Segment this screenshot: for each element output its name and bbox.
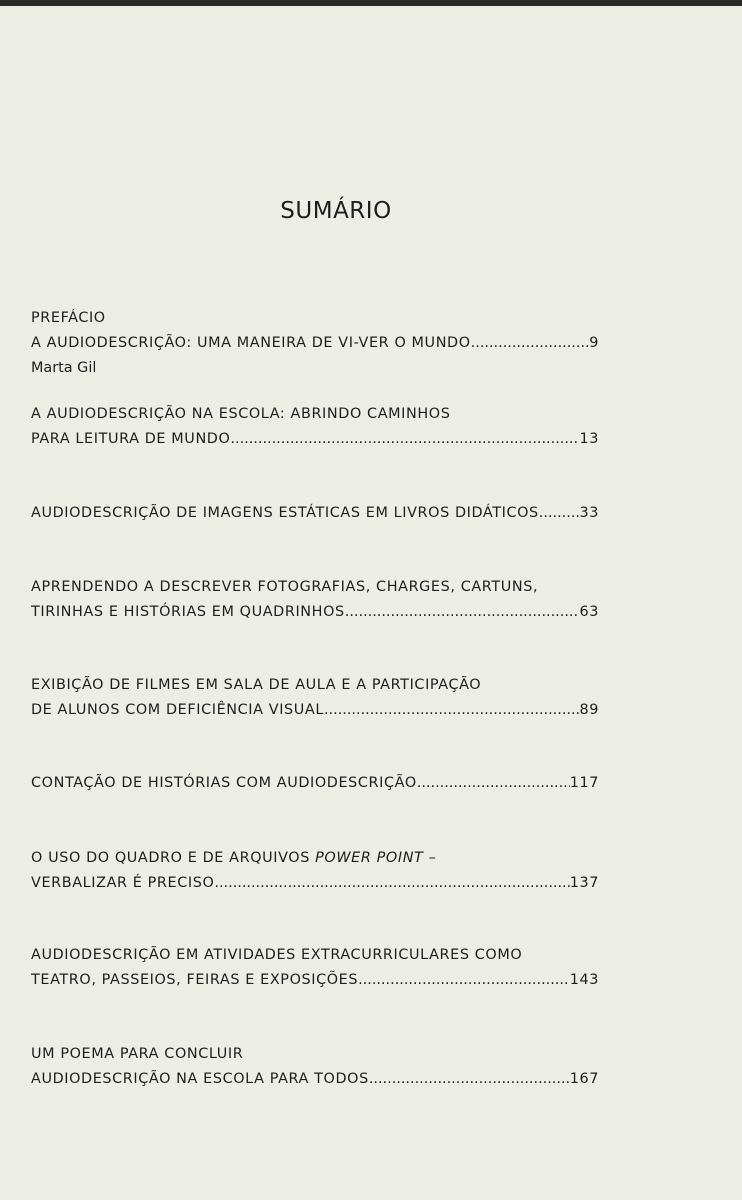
page-number: 13 — [579, 431, 599, 447]
toc-entry-heading-text: O USO DO QUADRO E DE ARQUIVOS — [31, 850, 316, 866]
toc-entry-line — [31, 771, 599, 796]
dot-leader — [417, 771, 570, 796]
dot-leader — [471, 331, 590, 356]
toc-entry-heading: EXIBIÇÃO DE FILMES EM SALA DE AULA E A PARTICIPAÇÃO — [31, 677, 482, 693]
page-number: 9 — [589, 335, 599, 351]
toc-entry-line — [31, 501, 599, 526]
page-number: 63 — [579, 604, 599, 620]
page-number: 89 — [579, 702, 599, 718]
dot-leader — [539, 501, 580, 526]
toc-entry-quadro — [31, 846, 599, 896]
dot-leader — [358, 968, 570, 993]
toc-entry-title: PARA LEITURA DE MUNDO — [31, 431, 231, 447]
page-number: 143 — [569, 972, 599, 988]
toc-entry-heading: PREFÁCIO — [31, 310, 106, 326]
page-number: 167 — [569, 1071, 599, 1087]
toc-entry-filmes — [31, 673, 599, 723]
toc-entry-fotografias — [31, 575, 599, 625]
toc-entry-title: A AUDIODESCRIÇÃO: UMA MANEIRA DE VI-VER O MUNDO — [31, 335, 471, 351]
toc-entry-author: Marta Gil — [31, 360, 97, 376]
toc-entry-title: TIRINHAS E HISTÓRIAS EM QUADRINHOS — [31, 604, 345, 620]
toc-entry-heading — [31, 846, 599, 871]
toc-entry-imagens — [31, 501, 599, 526]
toc-entry-heading-dash: – — [423, 850, 437, 866]
toc-entry-line — [31, 871, 599, 896]
dot-leader — [214, 871, 569, 896]
toc-entry-heading: AUDIODESCRIÇÃO EM ATIVIDADES EXTRACURRICULARES COMO — [31, 947, 523, 963]
toc-entry-title: VERBALIZAR É PRECISO — [31, 875, 215, 891]
dot-leader — [324, 698, 580, 723]
toc-entry-title: DE ALUNOS COM DEFICIÊNCIA VISUAL — [31, 702, 324, 718]
toc-entry-line — [31, 1067, 599, 1092]
toc-entry-line — [31, 600, 599, 625]
toc-entry-line — [31, 698, 599, 723]
page-number: 117 — [569, 775, 599, 791]
toc-entry-heading: A AUDIODESCRIÇÃO NA ESCOLA: ABRINDO CAMINHOS — [31, 406, 451, 422]
toc-entry-line — [31, 331, 599, 356]
dot-leader — [345, 600, 580, 625]
toc-entry-prefacio — [31, 306, 599, 381]
book-page — [0, 6, 742, 1200]
toc-entry-heading: APRENDENDO A DESCREVER FOTOGRAFIAS, CHARGES, CARTUNS, — [31, 579, 539, 595]
toc-entry-title: TEATRO, PASSEIOS, FEIRAS E EXPOSIÇÕES — [31, 972, 359, 988]
toc-entry-escola — [31, 402, 599, 452]
dot-leader — [230, 427, 579, 452]
toc-entry-line — [31, 427, 599, 452]
toc-entry-title: AUDIODESCRIÇÃO NA ESCOLA PARA TODOS — [31, 1071, 369, 1087]
toc-entry-title: CONTAÇÃO DE HISTÓRIAS COM AUDIODESCRIÇÃO — [31, 775, 417, 791]
toc-entry-line — [31, 968, 599, 993]
toc-entry-contacao — [31, 771, 599, 796]
page-number: 33 — [579, 505, 599, 521]
toc-entry-heading: UM POEMA PARA CONCLUIR — [31, 1046, 244, 1062]
toc-entry-heading-italic: POWER POINT — [315, 850, 424, 866]
dot-leader — [369, 1067, 570, 1092]
page-title: SUMÁRIO — [280, 198, 392, 224]
page-number: 137 — [569, 875, 599, 891]
toc-entry-poema — [31, 1042, 599, 1092]
toc-entry-title: AUDIODESCRIÇÃO DE IMAGENS ESTÁTICAS EM LIVROS DIDÁTICOS — [31, 505, 539, 521]
toc-entry-extracurriculares — [31, 943, 599, 993]
